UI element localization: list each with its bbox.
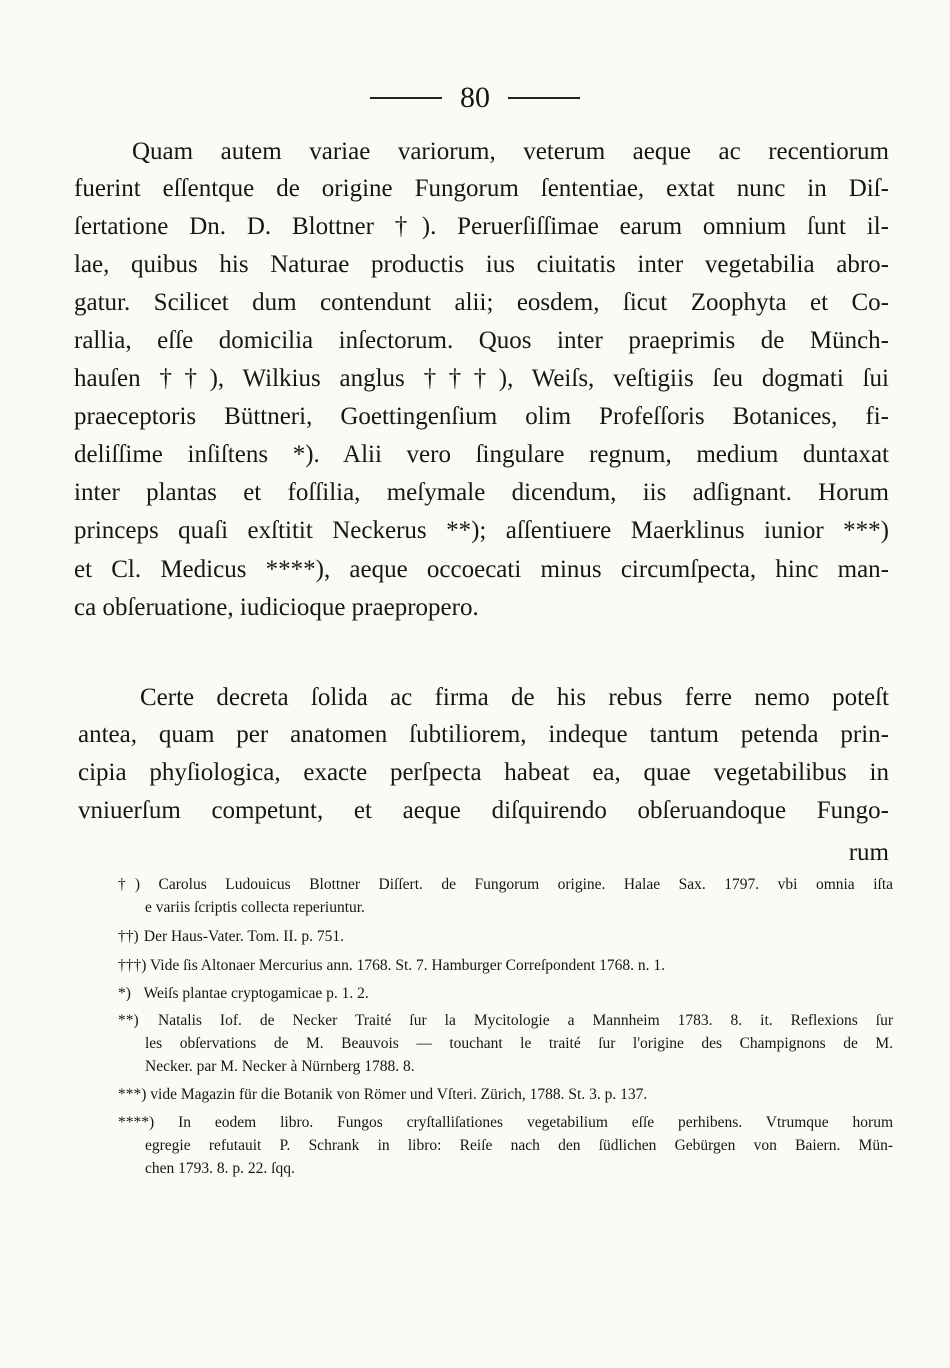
footnote-line: chen 1793. 8. p. 22. ſqq. <box>145 1160 295 1177</box>
footnote-line <box>118 984 893 1004</box>
body-line: inter plantas et foſſilia, meſymale dicendum, iis adſignant. Horum <box>74 479 889 506</box>
footnote-line: egregie refutauit P. Schrank in libro: Reiſe nach den ſüdlichen Gebürgen von Baiern. Mün- <box>145 1137 893 1154</box>
footnote-mark: *) <box>118 985 131 1002</box>
footnote-line: Necker. par M. Necker à Nürnberg 1788. 8. <box>145 1058 415 1075</box>
footnote-text: Der Haus-Vater. Tom. II. p. 751. <box>143 928 344 945</box>
body-line: ca obſeruatione, iudicioque praepropero. <box>74 594 479 621</box>
header-rule-right <box>508 97 580 99</box>
footnote-mark: **) <box>118 1012 139 1029</box>
page-number: 80 <box>460 81 490 114</box>
body-line: praeceptoris Büttneri, Goettingenſium olim Profeſſoris Botanices, fi- <box>74 403 889 430</box>
page-header <box>0 78 950 118</box>
footnote-line: les obſervations de M. Beauvois — touchant le traité ſur l'origine des Champignons de M. <box>145 1035 893 1052</box>
footnote-line <box>118 1113 893 1133</box>
footnote-mark: ††) <box>118 928 139 945</box>
footnote-text: In eodem libro. Fungos cryſtalliſationes vegetabilium eſſe perhibens. Vtrumque horum <box>178 1114 894 1131</box>
body-line: fuerint eſſentque de origine Fungorum ſententiae, extat nunc in Diſ- <box>74 175 889 202</box>
body-line: vniuerſum competunt, et aeque diſquirendo obſeruandoque Fungo- <box>78 797 889 824</box>
footnote-text: Vide ſis Altonaer Mercurius ann. 1768. St. 7. Hamburger Correſpondent 1768. n. 1. <box>150 957 665 974</box>
body-line: et Cl. Medicus ****), aeque occoecati minus circumſpecta, hinc man- <box>74 556 889 583</box>
header-rule-left <box>370 97 442 99</box>
footnote-line <box>118 927 893 947</box>
footnote-mark: †††) <box>118 957 147 974</box>
footnote-mark: ***) <box>118 1086 147 1103</box>
body-line: deliſſime inſiſtens *). Alii vero ſingulare regnum, medium duntaxat <box>74 441 889 468</box>
body-line: hauſen ††), Wilkius anglus †††), Weiſs, veſtigiis ſeu dogmati ſui <box>74 365 889 392</box>
body-line: rallia, eſſe domicilia inſectorum. Quos inter praeprimis de Münch- <box>74 327 889 354</box>
body-line: gatur. Scilicet dum contendunt alii; eosdem, ſicut Zoophyta et Co- <box>74 289 889 316</box>
body-line: Certe decreta ſolida ac firma de his rebus ferre nemo poteſt <box>140 684 889 711</box>
footnote-text: Natalis Iof. de Necker Traité ſur la Mycitologie a Mannheim 1783. 8. it. Reflexions ſur <box>158 1012 894 1029</box>
footnote-text: vide Magazin für die Botanik von Römer und Vſteri. Zürich, 1788. St. 3. p. 137. <box>150 1086 648 1103</box>
catchword: rum <box>848 839 889 866</box>
body-line: antea, quam per anatomen ſubtiliorem, indeque tantum petenda prin- <box>78 721 889 748</box>
footnote-line <box>118 956 893 976</box>
footnote-line <box>118 1011 893 1031</box>
footnote-text: Carolus Ludouicus Blottner Diſſert. de Fungorum origine. Halae Sax. 1797. vbi omnia iſta <box>158 876 894 893</box>
body-line: Quam autem variae variorum, veterum aeque ac recentiorum <box>132 138 889 165</box>
footnote-line <box>118 875 893 895</box>
body-line: princeps quaſi exſtitit Neckerus **); aſſentiuere Maerklinus iunior ***) <box>74 517 889 544</box>
body-line: lae, quibus his Naturae productis ius ciuitatis inter vegetabilia abro- <box>74 251 889 278</box>
body-line: cipia phyſiologica, exacte perſpecta habeat ea, quae vegetabilibus in <box>78 759 889 786</box>
footnote-text: Weiſs plantae cryptogamicae p. 1. 2. <box>143 985 369 1002</box>
footnote-line <box>118 1085 893 1105</box>
body-line: ſertatione Dn. D. Blottner †). Peruerſiſſimae earum omnium ſunt il- <box>74 213 889 240</box>
footnote-mark: ****) <box>118 1114 155 1131</box>
footnote-mark: †) <box>118 876 140 893</box>
footnote-line: e variis ſcriptis collecta reperiuntur. <box>145 899 365 916</box>
